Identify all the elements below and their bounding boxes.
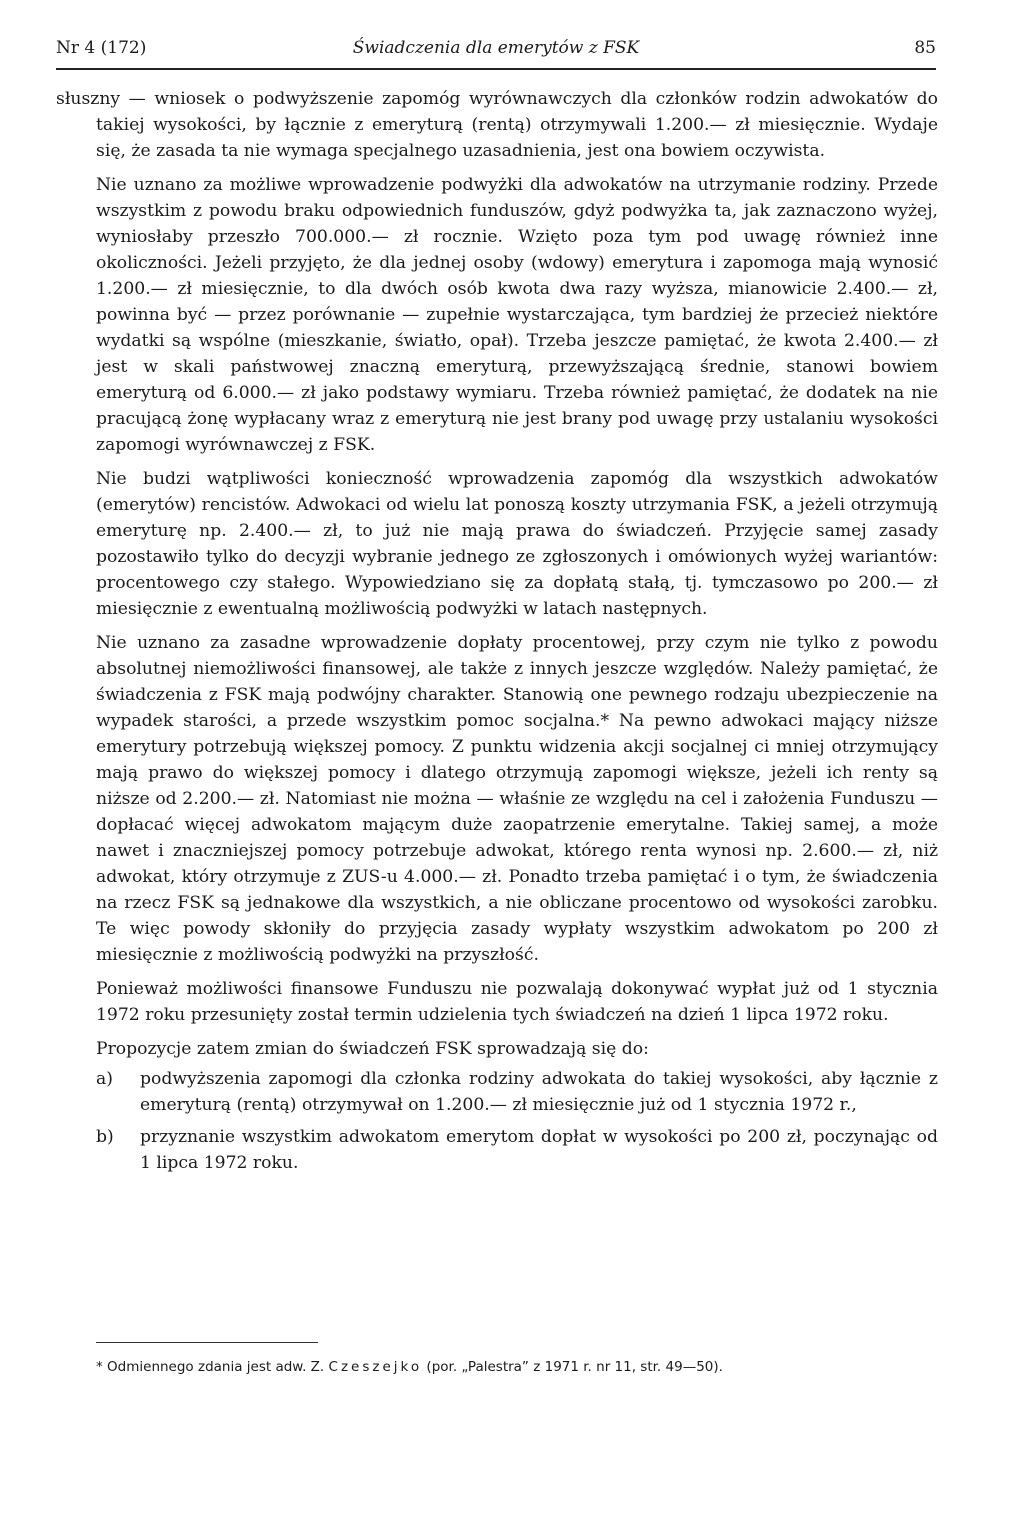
article-body xyxy=(56,86,938,1182)
list-item xyxy=(96,1066,938,1118)
running-title: Świadczenia dla emerytów z FSK xyxy=(352,38,640,58)
footnote-marker: * xyxy=(96,1359,103,1375)
paragraph: Ponieważ możliwości finansowe Funduszu nie pozwalają dokonywać wypłat już od 1 stycznia 1972 roku przesunięty został termin udzielenia tych świadczeń na dzień 1 lipca 1972 roku. xyxy=(96,979,938,1025)
list-item xyxy=(96,1124,938,1176)
list-item-label: a) xyxy=(96,1069,113,1089)
footnote-text-before: Odmiennego zdania jest adw. Z. xyxy=(107,1359,325,1375)
footnote-rule xyxy=(96,1342,318,1343)
footnote-spaced-name: Czeszejko xyxy=(328,1359,423,1375)
footnote-text-after: (por. „Palestra” z 1971 r. nr 11, str. 49—50). xyxy=(426,1359,723,1375)
proposal-list xyxy=(96,1066,938,1176)
paragraph: Nie uznano za możliwe wprowadzenie podwyżki dla adwokatów na utrzymanie rodziny. Przede wszystkim z powodu braku odpowiednich funduszów, gdyż podwyżka ta, jak zaznaczono wyżej, wyniosłaby przeszło 700.000.— zł rocznie. Wzięto poza tym pod uwagę również inne okoliczności. Jeżeli przyjęto, że dla jednej osoby (wdowy) emerytura i zapomoga mają wynosić 1.200.— zł miesięcznie, to dla dwóch osób kwota dwa razy wyższa, mianowicie 2.400.— zł, powinna być — przez porównanie — zupełnie wystarczająca, tym bardziej że przecież niektóre wydatki są wspólne (mieszkanie, światło, opał). Trzeba jeszcze pamiętać, że kwota 2.400.— zł jest w skali państwowej znaczną emeryturą, przewyższającą średnie, stanowi bowiem emeryturą od 6.000.— zł jako podstawy wymiaru. Trzeba również pamiętać, że dodatek na nie pracującą żonę wypłacany wraz z emeryturą nie jest brany pod uwagę przy ustalaniu wysokości zapomogi wyrównawczej z FSK. xyxy=(96,175,938,455)
page-header xyxy=(56,38,936,64)
paragraph: Propozycje zatem zmian do świadczeń FSK sprowadzają się do: xyxy=(96,1039,649,1059)
paragraph: słuszny — wniosek o podwyższenie zapomóg wyrównawczych dla członków rodzin adwokatów do takiej wysokości, by łącznie z emeryturą (rentą) otrzymywali 1.200.— zł miesięcznie. Wydaje się, że zasada ta nie wymaga specjalnego uzasadnienia, jest ona bowiem oczywista. xyxy=(56,89,938,161)
page-number: 85 xyxy=(914,38,936,58)
list-item-label: b) xyxy=(96,1127,114,1147)
paragraph: Nie uznano za zasadne wprowadzenie dopłaty procentowej, przy czym nie tylko z powodu absolutnej niemożliwości finansowej, ale także z innych jeszcze względów. Należy pamiętać, że świadczenia z FSK mają podwójny charakter. Stanowią one pewnego rodzaju ubezpieczenie na wypadek starości, a przede wszystkim pomoc socjalna.* Na pewno adwokaci mający niższe emerytury potrzebują większej pomocy. Z punktu widzenia akcji socjalnej ci mniej otrzymujący mają prawo do większej pomocy i dlatego otrzymują zapomogi większe, jeżeli ich renty są niższe od 2.200.— zł. Natomiast nie można — właśnie ze względu na cel i założenia Funduszu — dopłacać więcej adwokatom mającym duże zaopatrzenie emerytalne. Takiej samej, a może nawet i znaczniejszej pomocy potrzebuje adwokat, którego renta wynosi np. 2.600.— zł, niż adwokat, który otrzymuje z ZUS-u 4.000.— zł. Ponadto trzeba pamiętać i o tym, że świadczenia na rzecz FSK są jednakowe dla wszystkich, a nie obliczane procentowo od wysokości zarobku. Te więc powody skłoniły do przyjęcia zasady wypłaty wszystkim adwokatom po 200 zł miesięcznie z możliwością podwyżki na przyszłość. xyxy=(96,633,938,965)
issue-number: Nr 4 (172) xyxy=(56,38,147,58)
footnote xyxy=(96,1356,938,1378)
list-item-text: podwyższenia zapomogi dla członka rodziny adwokata do takiej wysokości, aby łącznie z emeryturą (rentą) otrzymywał on 1.200.— zł miesięcznie już od 1 stycznia 1972 r., xyxy=(140,1069,938,1115)
paragraph: Nie budzi wątpliwości konieczność wprowadzenia zapomóg dla wszystkich adwokatów (emerytów) rencistów. Adwokaci od wielu lat ponoszą koszty utrzymania FSK, a jeżeli otrzymują emeryturę np. 2.400.— zł, to już nie mają prawa do świadczeń. Przyjęcie samej zasady pozostawiło tylko do decyzji wybranie jednego ze zgłoszonych i omówionych wyżej wariantów: procentowego czy stałego. Wypowiedziano się za dopłatą stałą, tj. tymczasowo po 200.— zł miesięcznie z ewentualną możliwością podwyżki w latach następnych. xyxy=(96,469,938,619)
list-item-text: przyznanie wszystkim adwokatom emerytom dopłat w wysokości po 200 zł, poczynając od 1 lipca 1972 roku. xyxy=(140,1127,938,1173)
header-rule xyxy=(56,68,936,70)
